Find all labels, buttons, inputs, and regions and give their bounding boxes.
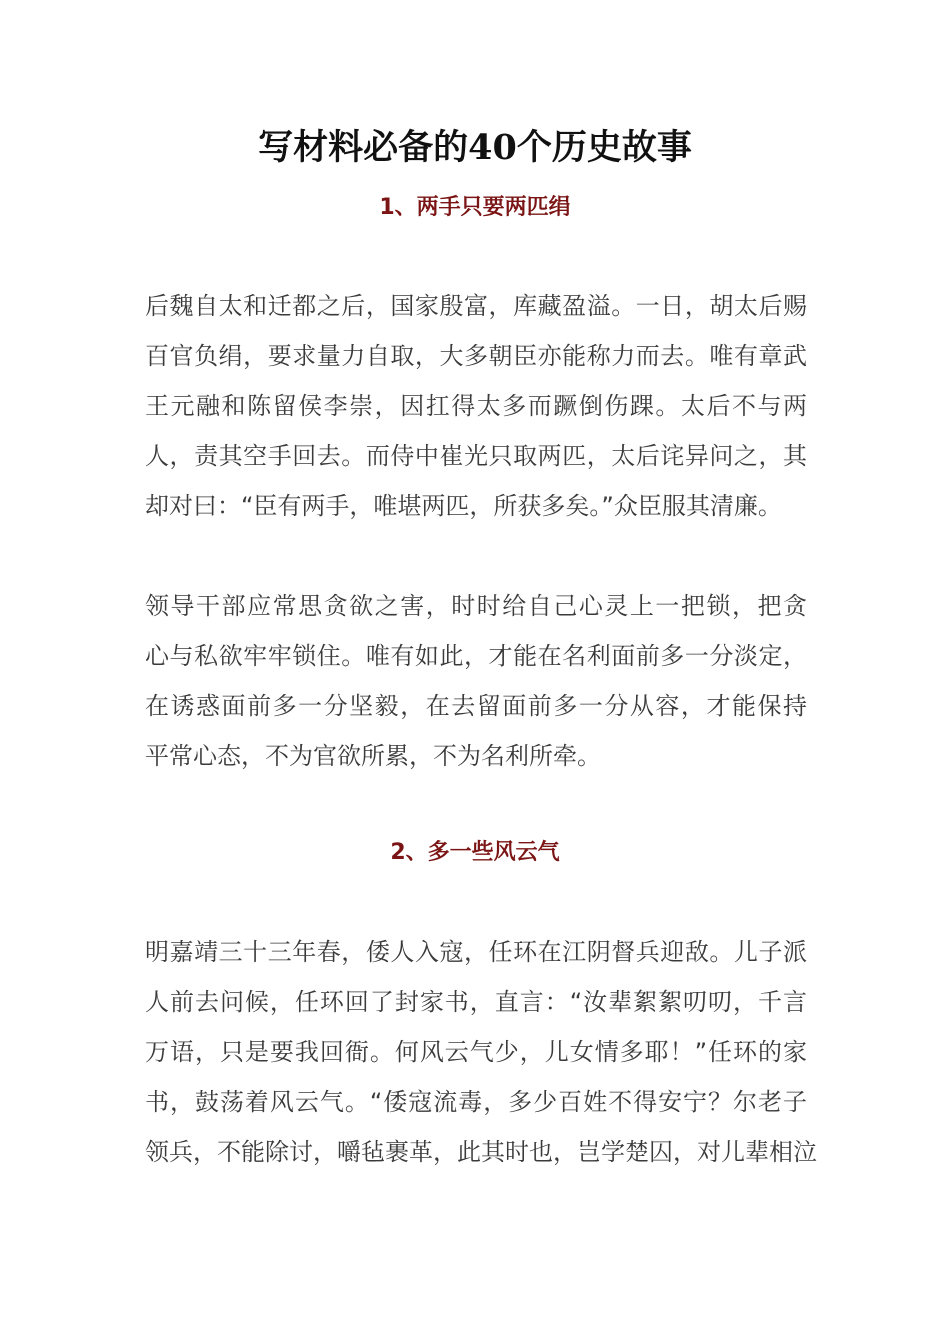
text-line: 万语，只是要我回衙。何风云气少，儿女情多耶！”任环的家	[145, 1038, 807, 1066]
text-line: 在诱惑面前多一分坚毅，在去留面前多一分从容，才能保持	[145, 692, 807, 720]
section-2-paragraph-1	[145, 927, 817, 1177]
text-line: 王元融和陈留侯李崇，因扛得太多而蹶倒伤踝。太后不与两	[145, 392, 807, 420]
text-line: 百官负绢，要求量力自取，大多朝臣亦能称力而去。唯有章武	[145, 342, 807, 370]
section-1-paragraph-2	[145, 581, 807, 781]
section-1-paragraph-1	[145, 281, 807, 531]
text-line: 领导干部应常思贪欲之害，时时给自己心灵上一把锁，把贪	[145, 592, 807, 620]
section-heading-2: 2、多一些风云气	[390, 840, 560, 865]
text-line: 领兵，不能除讨，嚼毡裹革，此其时也，岂学楚囚，对儿辈相泣	[145, 1138, 817, 1166]
text-line: 书，鼓荡着风云气。“倭寇流毒，多少百姓不得安宁？尔老子	[145, 1088, 807, 1116]
text-line: 人，责其空手回去。而侍中崔光只取两匹，太后诧异问之，其	[145, 442, 807, 470]
text-line: 平常心态，不为官欲所累，不为名利所牵。	[145, 742, 601, 770]
text-line: 却对曰：“臣有两手，唯堪两匹，所获多矣。”众臣服其清廉。	[145, 492, 782, 520]
text-line: 心与私欲牢牢锁住。唯有如此，才能在名利面前多一分淡定，	[145, 642, 807, 670]
text-line: 人前去问候，任环回了封家书，直言：“汝辈絮絮叨叨，千言	[145, 988, 807, 1016]
text-line: 明嘉靖三十三年春，倭人入寇，任环在江阴督兵迎敌。儿子派	[145, 938, 807, 966]
document-title: 写材料必备的40个历史故事	[258, 127, 692, 168]
text-line: 后魏自太和迁都之后，国家殷富，库藏盈溢。一日，胡太后赐	[145, 292, 807, 320]
section-heading-1: 1、两手只要两匹绢	[379, 195, 571, 220]
